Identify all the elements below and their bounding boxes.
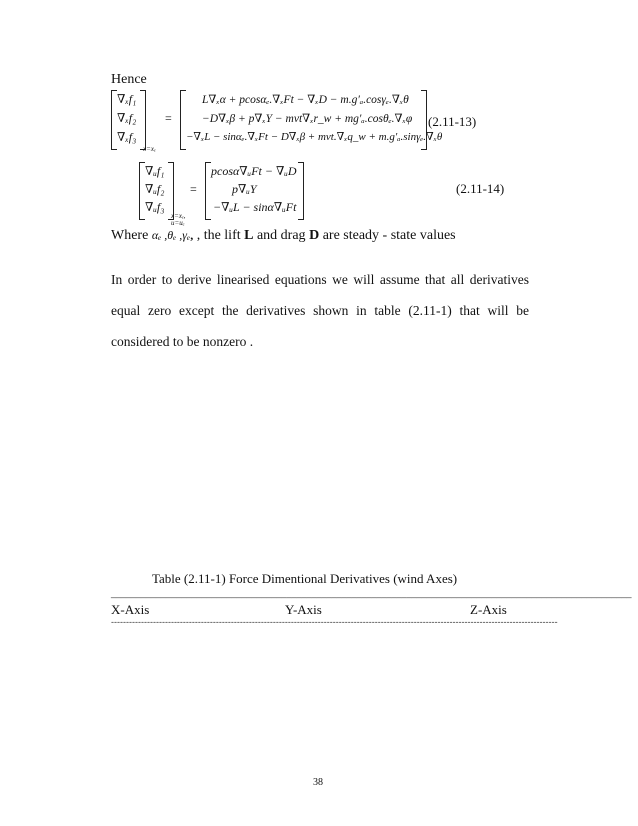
eq14-equals: =: [190, 182, 197, 196]
eq14-lhs-subscript: x=xₑ, u=uₑ: [171, 212, 186, 227]
eq14-lhs-row-3: ∇ᵤf₃: [145, 200, 165, 214]
column-header-z-axis: Z-Axis: [470, 602, 507, 617]
where-text-c: are steady - state values: [319, 228, 456, 243]
table-header-rule: -----------------------------------------------------------------------------------------------------------------------------------------------------: [111, 617, 558, 627]
body-paragraph: In order to derive linearised equations we will assume that all derivatives equal zero except the derivatives shown in table (2.11-1) that will be considered to be nonzero .: [111, 272, 529, 349]
column-header-y-axis: Y-Axis: [285, 602, 322, 617]
lhs-right-bracket: [140, 90, 146, 150]
eq13-lhs-row-3: ∇ₓf₃: [117, 130, 137, 144]
eq14-rhs-right-bracket: [298, 162, 304, 220]
steady-state-symbols: αₑ ,θₑ ,γₑ: [151, 228, 191, 242]
eq14-rhs-row-3: −∇ᵤL − sinα∇ᵤFt: [213, 200, 297, 214]
lift-symbol: L: [244, 228, 254, 243]
eq13-rhs-row-3: −∇ₓL − sinαₑ.∇ₓFt − D∇ₓβ + mvt.∇ₓq_w + m.g′ₐ.sinγₑ.∇ₓθ: [186, 131, 443, 143]
eq13-lhs-row-2: ∇ₓf₂: [117, 111, 137, 125]
eq13-lhs-row-1: ∇ₓf₁: [117, 92, 137, 106]
eq14-rhs-row-2: p∇ᵤY: [232, 182, 257, 196]
eq13-lhs-subscript: x=xₑ: [143, 145, 156, 153]
where-text-b: and drag: [253, 228, 310, 243]
eq13-rhs-row-1: L∇ₓα + pcosαₑ.∇ₓFt − ∇ₓD − m.g′ₐ.cosγₑ.∇ₓθ: [202, 94, 409, 106]
column-header-x-axis: X-Axis: [111, 602, 150, 617]
eq14-lhs-row-1: ∇ᵤf₁: [145, 164, 165, 178]
eq14-rhs-row-1: pcosα∇ᵤFt − ∇ᵤD: [211, 164, 297, 178]
eq13-equals: =: [165, 111, 172, 125]
eq14-lhs-row-2: ∇ᵤf₂: [145, 182, 165, 196]
where-prefix: Where: [111, 228, 149, 243]
drag-symbol: D: [309, 228, 320, 243]
where-text-a: , the lift: [196, 228, 245, 243]
eq13-number: (2.11-13): [428, 114, 477, 129]
page-number: 38: [313, 777, 323, 788]
eq14-number: (2.11-14): [456, 181, 505, 196]
table-caption: Table (2.11-1) Force Dimentional Derivatives (wind Axes): [152, 571, 458, 586]
where-line: Where αₑ ,θₑ ,γₑ, , the lift L and drag D are steady - state values: [111, 228, 456, 243]
heading-hence: Hence: [111, 72, 147, 87]
table-top-rule: ________________________________________________________________________________________________________: [111, 588, 632, 598]
eq13-rhs-row-2: −D∇ₓβ + p∇ₓY − mvt∇ₓr_w + mg′ₐ.cosθₑ.∇ₓφ: [202, 113, 413, 125]
